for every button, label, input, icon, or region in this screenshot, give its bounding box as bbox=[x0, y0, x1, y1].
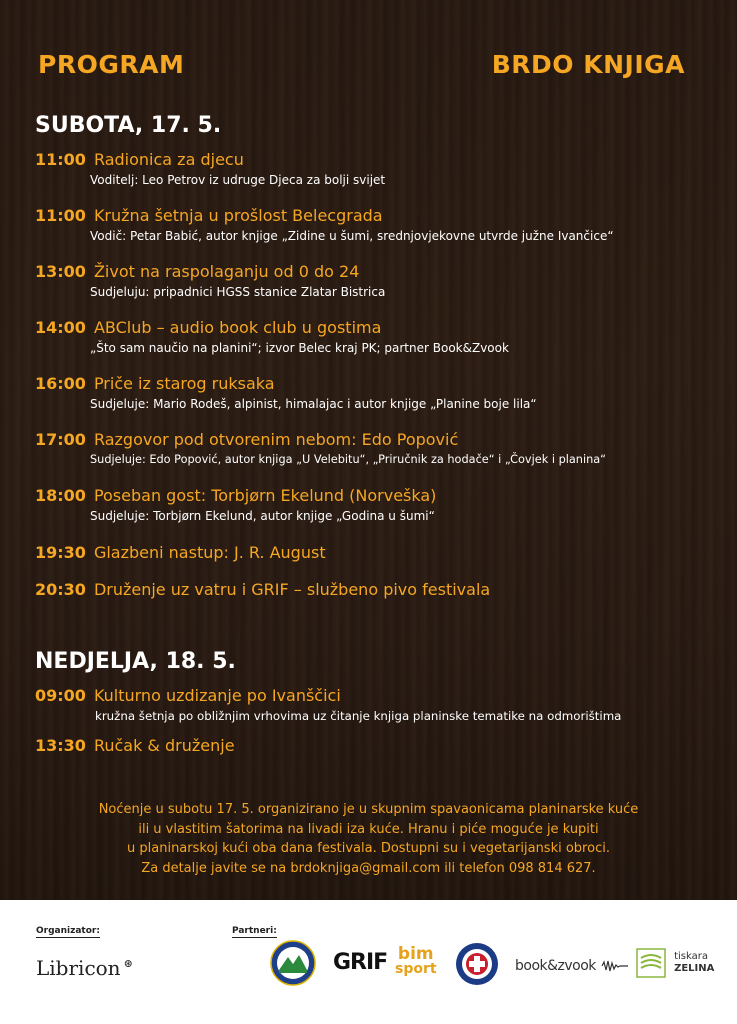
day-title-saturday: SUBOTA, 17. 5. bbox=[35, 113, 222, 138]
grif-logo: GRIF bbox=[333, 950, 388, 975]
event-item bbox=[35, 262, 727, 299]
soundwave-icon bbox=[601, 959, 629, 973]
bookzvook-logo bbox=[515, 955, 629, 974]
event-details: „Što sam naučio na planini“; izvor Belec kraj PK; partner Book&Zvook bbox=[90, 341, 509, 355]
event-details: Voditelj: Leo Petrov iz udruge Djeca za bolji svijet bbox=[90, 173, 386, 187]
bim-sport-logo bbox=[395, 944, 437, 977]
event-item bbox=[35, 543, 727, 562]
event-time: 13:00 bbox=[35, 262, 86, 281]
event-item bbox=[35, 206, 727, 243]
hgss-emblem-logo bbox=[455, 942, 499, 990]
sponsors-footer bbox=[0, 900, 737, 1024]
note-line: u planinarskoj kući oba dana festivala. Dostupni su i vegetarijanski obroci. bbox=[127, 841, 610, 856]
event-time: 19:30 bbox=[35, 543, 86, 562]
event-details: Sudjeluju: pripadnici HGSS stanice Zlatar Bistrica bbox=[90, 285, 386, 299]
event-title: Druženje uz vatru i GRIF – službeno pivo festivala bbox=[93, 580, 491, 599]
event-details: kružna šetnja po obližnjim vrhovima uz čitanje knjiga planinske tematike na odmorištima bbox=[95, 709, 622, 723]
organizer-label: Organizator: bbox=[36, 926, 100, 936]
event-details: Sudjeluje: Torbjørn Ekelund, autor knjige „Godina u šumi“ bbox=[90, 509, 435, 523]
tiskara-top-text: tiskara bbox=[674, 951, 708, 962]
day-title-sunday: NEDJELJA, 18. 5. bbox=[35, 649, 236, 674]
bim-text: bim bbox=[397, 944, 434, 964]
note-line: Za detalje javite se na brdoknjiga@gmail.com ili telefon 098 814 627. bbox=[141, 860, 596, 876]
event-details: Sudjeluje: Mario Rodeš, alpinist, himalajac i autor knjige „Planine boje lila“ bbox=[90, 397, 537, 411]
partners-label: Partneri: bbox=[232, 926, 277, 936]
bookzvook-text: book&zvook bbox=[515, 958, 596, 974]
event-time: 11:00 bbox=[35, 150, 86, 169]
event-time: 20:30 bbox=[35, 580, 86, 599]
event-item bbox=[35, 736, 727, 755]
tiskara-text bbox=[674, 951, 714, 975]
accommodation-note bbox=[0, 800, 737, 878]
event-time: 11:00 bbox=[35, 206, 86, 225]
event-title: Priče iz starog ruksaka bbox=[93, 374, 275, 393]
event-details: Sudjeluje: Edo Popović, autor knjiga „U Velebitu“, „Priručnik za hodače“ i „Čovjek i planina“ bbox=[90, 453, 607, 466]
event-time: 18:00 bbox=[35, 486, 86, 505]
event-time: 17:00 bbox=[35, 430, 86, 449]
emblem-icon bbox=[455, 942, 499, 986]
event-title: Radionica za djecu bbox=[93, 150, 244, 169]
libricon-mark-icon: ⊛ bbox=[123, 957, 133, 971]
event-details: Vodič: Petar Babić, autor knjige „Zidine u šumi, srednjovjekovne utvrde južne Ivančice“ bbox=[90, 229, 614, 243]
event-item bbox=[35, 686, 727, 723]
libricon-logo bbox=[36, 956, 133, 980]
tiskara-mark-icon bbox=[636, 948, 666, 978]
event-title: Život na raspolaganju od 0 do 24 bbox=[93, 262, 360, 281]
mountain-club-seal-logo bbox=[270, 940, 316, 990]
note-line: Noćenje u subotu 17. 5. organizirano je u skupnim spavaonicama planinarske kuće bbox=[98, 802, 639, 817]
tiskara-zelina-logo bbox=[636, 948, 714, 978]
tiskara-bottom-text: ZELINA bbox=[674, 963, 715, 974]
event-time: 16:00 bbox=[35, 374, 86, 393]
note-line: ili u vlastitim šatorima na livadi iza kuće. Hranu i piće moguće je kupiti bbox=[138, 821, 599, 837]
event-time: 09:00 bbox=[35, 686, 86, 705]
event-title: Poseban gost: Torbjørn Ekelund (Norveška) bbox=[93, 486, 437, 505]
event-item bbox=[35, 430, 727, 466]
program-heading: PROGRAM bbox=[38, 50, 185, 79]
event-title: Ručak & druženje bbox=[93, 736, 235, 755]
festival-title: BRDO KNJIGA bbox=[491, 50, 685, 79]
event-time: 13:30 bbox=[35, 736, 86, 755]
event-item bbox=[35, 318, 727, 355]
event-title: ABClub – audio book club u gostima bbox=[93, 318, 382, 337]
event-item bbox=[35, 580, 727, 599]
event-item bbox=[35, 150, 727, 187]
event-title: Kulturno uzdizanje po Ivanščici bbox=[93, 686, 341, 705]
seal-icon bbox=[270, 940, 316, 986]
event-item bbox=[35, 486, 727, 523]
event-title: Kružna šetnja u prošlost Belecgrada bbox=[93, 206, 383, 225]
sport-text: sport bbox=[395, 961, 437, 977]
event-time: 14:00 bbox=[35, 318, 86, 337]
event-title: Razgovor pod otvorenim nebom: Edo Popović bbox=[93, 430, 459, 449]
organizer-name: Libricon bbox=[36, 956, 121, 980]
event-item bbox=[35, 374, 727, 411]
event-title: Glazbeni nastup: J. R. August bbox=[93, 543, 326, 562]
